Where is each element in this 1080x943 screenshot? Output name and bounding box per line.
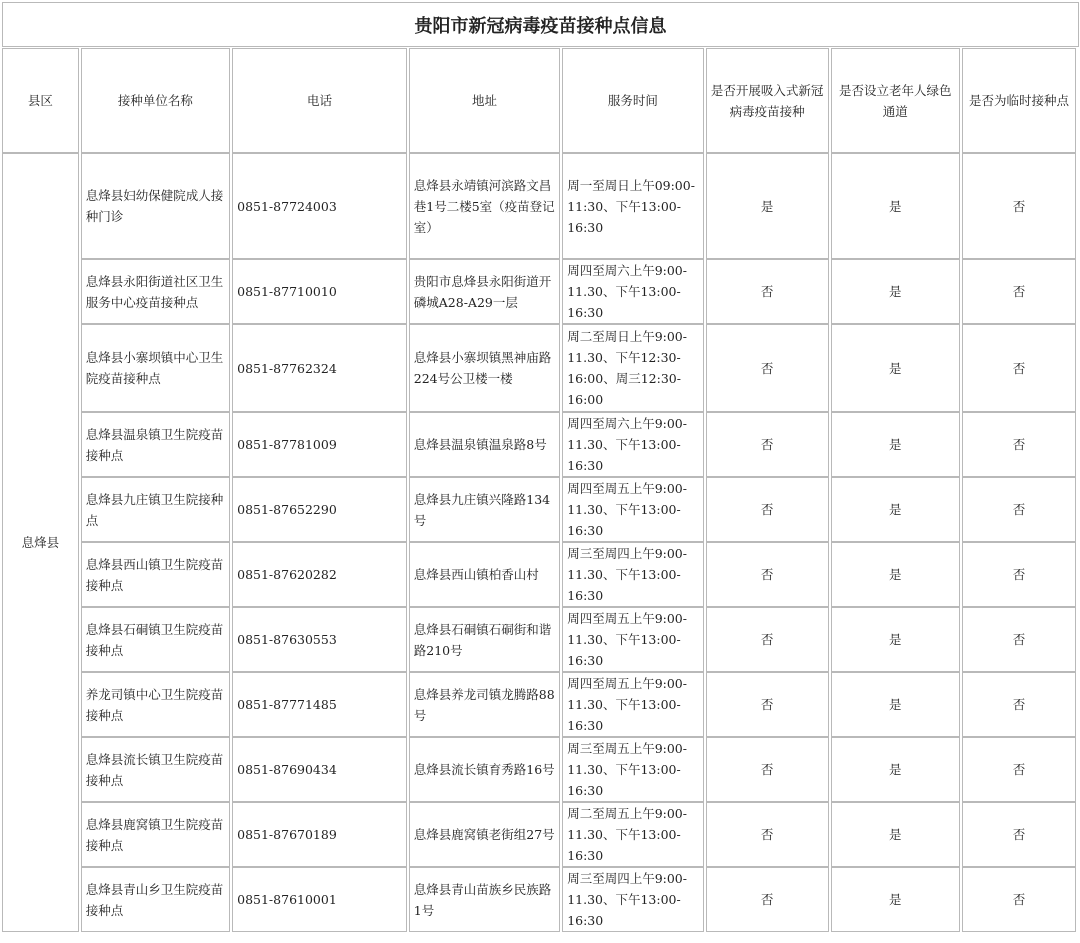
inhaled-cell: 否 xyxy=(706,672,829,737)
site-name-cell: 息烽县青山乡卫生院疫苗接种点 xyxy=(81,867,230,932)
address-cell: 息烽县石硐镇石硐街和谐路210号 xyxy=(409,607,560,672)
elderly-channel-cell: 是 xyxy=(831,542,960,607)
phone-cell: 0851-87781009 xyxy=(232,412,407,477)
hours-cell: 周四至周五上午9:00-11.30、下午13:00-16:30 xyxy=(562,607,703,672)
elderly-channel-cell: 是 xyxy=(831,607,960,672)
hours-cell: 周三至周四上午9:00-11.30、下午13:00-16:30 xyxy=(562,867,703,932)
hours-cell: 周四至周六上午9:00-11.30、下午13:00-16:30 xyxy=(562,412,703,477)
table-row xyxy=(2,477,1076,542)
hours-cell: 周二至周五上午9:00-11.30、下午13:00-16:30 xyxy=(562,802,703,867)
temporary-site-cell: 否 xyxy=(962,802,1076,867)
temporary-site-cell: 否 xyxy=(962,324,1076,412)
site-name-cell: 息烽县流长镇卫生院疫苗接种点 xyxy=(81,737,230,802)
inhaled-cell: 否 xyxy=(706,867,829,932)
site-name-cell: 养龙司镇中心卫生院疫苗接种点 xyxy=(81,672,230,737)
table-row xyxy=(2,412,1076,477)
site-name-cell: 息烽县永阳街道社区卫生服务中心疫苗接种点 xyxy=(81,259,230,324)
address-cell: 息烽县青山苗族乡民族路1号 xyxy=(409,867,560,932)
hours-cell: 周三至周四上午9:00-11.30、下午13:00-16:30 xyxy=(562,542,703,607)
table-row xyxy=(2,542,1076,607)
phone-cell: 0851-87762324 xyxy=(232,324,407,412)
table-body xyxy=(2,153,1076,932)
elderly-channel-cell: 是 xyxy=(831,802,960,867)
inhaled-cell: 否 xyxy=(706,802,829,867)
site-name-cell: 息烽县鹿窝镇卫生院疫苗接种点 xyxy=(81,802,230,867)
elderly-channel-cell: 是 xyxy=(831,672,960,737)
header-site: 接种单位名称 xyxy=(81,48,230,153)
phone-cell: 0851-87630553 xyxy=(232,607,407,672)
temporary-site-cell: 否 xyxy=(962,542,1076,607)
hours-cell: 周二至周日上午9:00-11.30、下午12:30-16:00、周三12:30-16:00 xyxy=(562,324,703,412)
elderly-channel-cell: 是 xyxy=(831,477,960,542)
hours-cell: 周一至周日上午09:00-11:30、下午13:00-16:30 xyxy=(562,153,703,259)
header-row xyxy=(2,48,1076,153)
phone-cell: 0851-87670189 xyxy=(232,802,407,867)
address-cell: 贵阳市息烽县永阳街道开磷城A28-A29一层 xyxy=(409,259,560,324)
table-row xyxy=(2,153,1076,259)
site-name-cell: 息烽县西山镇卫生院疫苗接种点 xyxy=(81,542,230,607)
inhaled-cell: 否 xyxy=(706,324,829,412)
site-name-cell: 息烽县小寨坝镇中心卫生院疫苗接种点 xyxy=(81,324,230,412)
table-row xyxy=(2,324,1076,412)
address-cell: 息烽县永靖镇河滨路文昌巷1号二楼5室（疫苗登记室） xyxy=(409,153,560,259)
site-name-cell: 息烽县九庄镇卫生院接种点 xyxy=(81,477,230,542)
hours-cell: 周四至周五上午9:00-11.30、下午13:00-16:30 xyxy=(562,477,703,542)
table-row xyxy=(2,607,1076,672)
inhaled-cell: 否 xyxy=(706,412,829,477)
address-cell: 息烽县养龙司镇龙腾路88号 xyxy=(409,672,560,737)
phone-cell: 0851-87690434 xyxy=(232,737,407,802)
header-phone: 电话 xyxy=(232,48,407,153)
temporary-site-cell: 否 xyxy=(962,867,1076,932)
header-elderly: 是否设立老年人绿色通道 xyxy=(831,48,960,153)
phone-cell: 0851-87710010 xyxy=(232,259,407,324)
address-cell: 息烽县小寨坝镇黑神庙路224号公卫楼一楼 xyxy=(409,324,560,412)
inhaled-cell: 是 xyxy=(706,153,829,259)
header-county: 县区 xyxy=(2,48,79,153)
temporary-site-cell: 否 xyxy=(962,477,1076,542)
address-cell: 息烽县流长镇育秀路16号 xyxy=(409,737,560,802)
header-address: 地址 xyxy=(409,48,560,153)
address-cell: 息烽县西山镇柏香山村 xyxy=(409,542,560,607)
elderly-channel-cell: 是 xyxy=(831,737,960,802)
hours-cell: 周四至周六上午9:00-11.30、下午13:00-16:30 xyxy=(562,259,703,324)
phone-cell: 0851-87610001 xyxy=(232,867,407,932)
address-cell: 息烽县九庄镇兴隆路134号 xyxy=(409,477,560,542)
table-row xyxy=(2,259,1076,324)
address-cell: 息烽县温泉镇温泉路8号 xyxy=(409,412,560,477)
phone-cell: 0851-87620282 xyxy=(232,542,407,607)
temporary-site-cell: 否 xyxy=(962,607,1076,672)
table-row xyxy=(2,867,1076,932)
site-name-cell: 息烽县石硐镇卫生院疫苗接种点 xyxy=(81,607,230,672)
table-row xyxy=(2,672,1076,737)
phone-cell: 0851-87724003 xyxy=(232,153,407,259)
hours-cell: 周四至周五上午9:00-11.30、下午13:00-16:30 xyxy=(562,672,703,737)
inhaled-cell: 否 xyxy=(706,477,829,542)
inhaled-cell: 否 xyxy=(706,607,829,672)
temporary-site-cell: 否 xyxy=(962,412,1076,477)
phone-cell: 0851-87771485 xyxy=(232,672,407,737)
phone-cell: 0851-87652290 xyxy=(232,477,407,542)
temporary-site-cell: 否 xyxy=(962,153,1076,259)
temporary-site-cell: 否 xyxy=(962,672,1076,737)
inhaled-cell: 否 xyxy=(706,542,829,607)
elderly-channel-cell: 是 xyxy=(831,259,960,324)
page-title: 贵阳市新冠病毒疫苗接种点信息 xyxy=(2,2,1079,47)
elderly-channel-cell: 是 xyxy=(831,867,960,932)
inhaled-cell: 否 xyxy=(706,259,829,324)
temporary-site-cell: 否 xyxy=(962,737,1076,802)
header-temporary: 是否为临时接种点 xyxy=(962,48,1076,153)
temporary-site-cell: 否 xyxy=(962,259,1076,324)
header-hours: 服务时间 xyxy=(562,48,703,153)
table-row xyxy=(2,737,1076,802)
inhaled-cell: 否 xyxy=(706,737,829,802)
site-name-cell: 息烽县妇幼保健院成人接种门诊 xyxy=(81,153,230,259)
hours-cell: 周三至周五上午9:00-11.30、下午13:00-16:30 xyxy=(562,737,703,802)
table-row xyxy=(2,802,1076,867)
elderly-channel-cell: 是 xyxy=(831,153,960,259)
address-cell: 息烽县鹿窝镇老街组27号 xyxy=(409,802,560,867)
elderly-channel-cell: 是 xyxy=(831,324,960,412)
county-cell: 息烽县 xyxy=(2,153,79,932)
elderly-channel-cell: 是 xyxy=(831,412,960,477)
vaccination-sites-table xyxy=(0,48,1078,932)
header-inhaled: 是否开展吸入式新冠病毒疫苗接种 xyxy=(706,48,829,153)
site-name-cell: 息烽县温泉镇卫生院疫苗接种点 xyxy=(81,412,230,477)
